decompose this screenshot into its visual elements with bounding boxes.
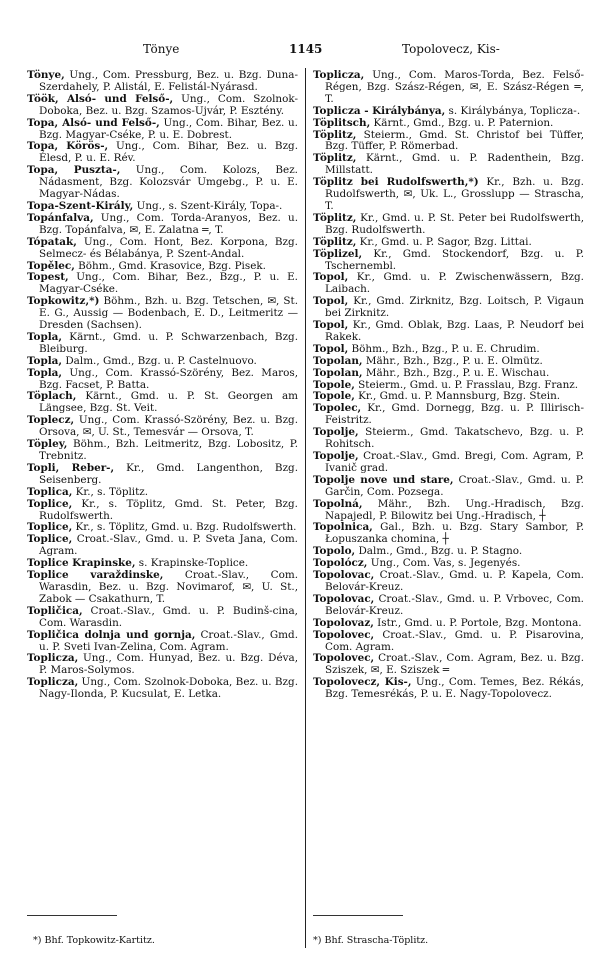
entry-text: Kärnt., Gmd., Bzg. u. P. Paternion. <box>370 116 554 129</box>
entry-headword: Topělec, <box>27 259 75 272</box>
entry-text: Steierm., Gmd. u. P. Frasslau, Bzg. Franz. <box>354 378 579 391</box>
entry-headword: Tönye, <box>27 69 65 81</box>
dictionary-entry <box>313 451 584 475</box>
entry-headword: Toplicza, <box>27 676 79 689</box>
entry-headword: Topla, <box>27 366 63 379</box>
entry-text: Kr., Gmd. Stockendorf, Bzg. u. P. Tschernembl. <box>325 247 584 272</box>
entry-text: Ung., Com. Szolnok-Doboka, Bez. u. Bzg. Nagy-Ilonda, P. Kucsulat, E. Letka. <box>39 676 298 701</box>
entry-headword: Töök, Alsó- und Felső-, <box>27 92 174 105</box>
dictionary-entry <box>313 296 584 320</box>
entry-text: Croat.-Slav., Com. Warasdin, Bez. u. Bzg. Novimarof, ✉, U. St., Zabok — Csakathurn, T. <box>39 569 299 605</box>
entry-headword: Töplitz, <box>313 152 357 165</box>
entry-headword: Töplach, <box>27 390 77 403</box>
entry-headword: Topličica, <box>27 604 83 617</box>
entry-text: Mähr., Bzh. Ung.-Hradisch, Bzg. Napajedl, P. Bilowitz bei Ung.-Hradisch, ┼ <box>325 497 584 522</box>
dictionary-entry <box>27 570 298 606</box>
entry-text: Kr., Gmd. Zirknitz, Bzg. Loitsch, P. Vigaun bei Zirknitz. <box>325 295 584 320</box>
dictionary-entry <box>313 653 584 677</box>
entry-text: Croat.-Slav., Gmd. u. P. Vrbovec, Com. Belovár-Kreuz. <box>325 592 584 617</box>
dictionary-entry <box>313 153 584 177</box>
entry-text: Böhm., Bzh. u. Bzg. Tetschen, ✉, St. E. G., Aussig — Bodenbach, E. D., Leitmeritz — Dresden (Sachsen). <box>39 295 298 332</box>
dictionary-entry <box>27 118 298 142</box>
entry-text: Böhm., Bzh., Bzg., P. u. E. Chrudim. <box>348 342 540 355</box>
dictionary-entry <box>313 249 584 273</box>
entry-headword: Töplitz bei Rudolfswerth,*) <box>313 176 479 189</box>
dictionary-entry <box>27 534 298 558</box>
entry-headword: Töpley, <box>27 438 68 451</box>
dictionary-entry <box>313 320 584 344</box>
entry-headword: Topa, Körös-, <box>27 140 109 153</box>
entry-headword: Tópatak, <box>27 235 77 248</box>
entry-headword: Töplitz, <box>313 211 357 224</box>
entry-text: Kärnt., Gmd. u. P. Schwarzenbach, Bzg. Bleiburg. <box>39 330 298 355</box>
dictionary-entry <box>27 213 298 237</box>
entry-headword: Topolovac, <box>313 569 375 582</box>
entry-headword: Topol, <box>313 271 349 284</box>
entry-text: Croat.-Slav., Com. Agram, Bez. u. Bzg. Sziszek, ✉, E. Sziszek ═ <box>325 652 584 677</box>
entry-headword: Töplitz, <box>313 235 357 248</box>
dictionary-entry <box>27 94 298 118</box>
entry-text: Ung., Com. Maros-Torda, Bez. Felső-Régen, Bzg. Szász-Régen, ✉, E. Szász-Régen ═, T. <box>325 69 584 105</box>
entry-text: Kr., Gmd. Oblak, Bzg. Laas, P. Neudorf bei Rakek. <box>325 319 584 343</box>
dictionary-entry <box>27 463 298 487</box>
dictionary-entry <box>27 332 298 356</box>
entry-text: Dalm., Gmd., Bzg. u. P. Castelnuovo. <box>62 354 257 367</box>
entry-headword: Toplice, <box>27 533 73 546</box>
right-column <box>313 70 584 701</box>
dictionary-entry <box>27 70 298 94</box>
entry-headword: Toplice Krapinske, <box>27 557 136 570</box>
footnote-right: *) Bhf. Straschа-Töplitz. <box>313 935 429 946</box>
entry-headword: Topolan, <box>313 354 363 367</box>
dictionary-entry <box>313 475 584 499</box>
column-divider <box>305 68 306 948</box>
dictionary-entry <box>27 415 298 439</box>
entry-headword: Topolec, <box>313 402 362 415</box>
entry-text: Steierm., Gmd. Takatschevo, Bzg. u. P. Rohitsch. <box>325 426 584 451</box>
header-left-term: Tönye <box>143 42 180 56</box>
dictionary-entry <box>313 630 584 654</box>
entry-headword: Topolovaz, <box>313 616 374 629</box>
dictionary-entry <box>313 594 584 618</box>
entry-text: Ung., Com. Temes, Bez. Rékás, Bzg. Temesrékás, P. u. E. Nagy-Topolovecz. <box>325 676 584 701</box>
entry-text: Böhm., Gmd. Krasovice, Bzg. Pisek. <box>74 259 266 272</box>
dictionary-entry <box>27 677 298 701</box>
dictionary-entry <box>27 296 298 332</box>
entry-text: Croat.-Slav., Gmd. u. P. Sveti Ivan-Zelina, Com. Agram. <box>39 628 298 653</box>
entry-text: Ung., Com. Kolozs, Bez. Nádasment, Bzg. Kolozsvár Umgebg., P. u. E. Magyar-Nádas. <box>39 164 298 201</box>
entry-text: Mähr., Bzh., Bzg., P. u. E. Olmütz. <box>362 354 543 367</box>
entry-headword: Topli, Reber-, <box>27 461 115 474</box>
entry-text: Ung., Com. Vas, s. Jegenyés. <box>367 557 521 570</box>
entry-text: Ung., Com. Pressburg, Bez. u. Bzg. Duna-Szerdahely, P. Alistál, E. Felistál-Nyárasd. <box>39 69 298 93</box>
dictionary-entry <box>27 272 298 296</box>
dictionary-entry <box>27 499 298 523</box>
entry-text: Böhm., Bzh. Leitmeritz, Bzg. Lobositz, P. Trebnitz. <box>39 438 298 462</box>
dictionary-entry <box>313 499 584 523</box>
entry-headword: Topolócz, <box>313 557 368 570</box>
entry-headword: Topolovec, <box>313 652 375 665</box>
entry-headword: Topol, <box>313 319 349 332</box>
dictionary-entry <box>313 213 584 237</box>
entry-text: Ung., Com. Bihar, Bez. u. Bzg. Magyar-Cséke, P. u. E. Dobrest. <box>39 116 298 141</box>
entry-headword: Topolovecz, Kis-, <box>313 676 412 689</box>
entry-headword: Töplizel, <box>313 247 363 260</box>
footnote-rule-right <box>313 915 403 916</box>
entry-text: Kr., Gmd. u. P. Sagor, Bzg. Littai. <box>356 235 532 248</box>
entry-headword: Topa, Alsó- und Felső-, <box>27 116 160 129</box>
entry-headword: Topa-Szent-Király, <box>27 199 134 212</box>
entry-text: Kärnt., Gmd. u. P. Radenthein, Bzg. Millstatt. <box>325 152 584 177</box>
page-number: 1145 <box>289 42 323 56</box>
entry-text: Ung., Com. Krassó-Szörény, Bez. Maros, Bzg. Facset, P. Batta. <box>39 366 298 391</box>
dictionary-entry <box>27 606 298 630</box>
footnote-left: *) Bhf. Topkowitz-Kartitz. <box>33 935 155 946</box>
entry-headword: Topličica dolnja und gornja, <box>27 628 196 641</box>
entry-text: s. Királybánya, Toplicza-. <box>445 104 581 117</box>
entry-text: Kr., s. Töplitz, Gmd. u. Bzg. Rudolfswerth. <box>72 521 297 534</box>
entry-headword: Topkowitz,*) <box>27 295 100 308</box>
dictionary-entry <box>27 439 298 463</box>
entry-headword: Topolje, <box>313 450 359 462</box>
entry-headword: Töplitz, <box>313 128 357 141</box>
entry-text: Ung., Com. Bihar, Bez. u. Bzg. Élesd, P. u. E. Rév. <box>39 140 299 165</box>
entry-headword: Toplice, <box>27 497 73 510</box>
entry-text: Kärnt., Gmd. u. P. St. Georgen am Längsee, Bzg. St. Veit. <box>39 390 298 415</box>
left-column <box>27 70 298 701</box>
dictionary-entry <box>27 630 298 654</box>
entry-headword: Toplecz, <box>27 414 75 427</box>
entry-text: Ung., s. Szent-Király, Topa-. <box>133 199 283 212</box>
dictionary-entry <box>313 403 584 427</box>
entry-text: Istr., Gmd. u. P. Portole, Bzg. Montona. <box>373 616 582 629</box>
entry-text: Ung., Com. Krassó-Szörény, Bez. u. Bzg. Orsova, ✉, U. St., Temesvár — Orsova, T. <box>39 414 298 439</box>
dictionary-entry <box>313 70 584 106</box>
dictionary-entry <box>313 522 584 546</box>
entry-headword: Topol, <box>313 342 349 355</box>
entry-text: Croat.-Slav., Gmd. Bregi, Com. Agram, P. Ivanič grad. <box>325 450 584 474</box>
entry-text: s. Krapinske-Toplice. <box>135 557 249 570</box>
entry-headword: Topole, <box>313 378 355 391</box>
entry-headword: Topolje nove und stare, <box>313 473 454 486</box>
header-right-term: Topolovecz, Kis- <box>402 42 500 56</box>
entry-text: Dalm., Gmd., Bzg. u. P. Stagno. <box>355 545 523 558</box>
dictionary-entry <box>313 427 584 451</box>
entry-headword: Toplice varaždinske, <box>27 569 164 582</box>
entry-headword: Toplicza, <box>313 69 365 81</box>
entry-headword: Topest, <box>27 271 69 284</box>
dictionary-entry <box>27 141 298 165</box>
dictionary-entry <box>313 677 584 701</box>
entry-text: Croat.-Slav., Gmd. u. P. Budinš-cina, Com. Warasdin. <box>39 604 298 629</box>
entry-headword: Topolovac, <box>313 592 375 605</box>
dictionary-entry <box>313 570 584 594</box>
entry-text: Croat.-Slav., Gmd. u. P. Sveta Jana, Com. Agram. <box>39 533 298 558</box>
entry-text: Ung., Com. Szolnok-Doboka, Bez. u. Bzg. Szamos-Ujvár, P. Esztény. <box>39 92 298 117</box>
entry-headword: Toplicza - Királybánya, <box>313 104 446 117</box>
dictionary-entry <box>27 237 298 261</box>
dictionary-entry <box>27 653 298 677</box>
entry-text: Gal., Bzh. u. Bzg. Stary Sambor, P. Łopuszanka chomina, ┼ <box>325 521 584 546</box>
entry-text: Kr., Gmd. Dornegg, Bzg. u. P. Illirisch-Feistritz. <box>325 402 584 427</box>
entry-headword: Toplicza, <box>27 652 79 665</box>
page-header <box>0 42 600 62</box>
entry-headword: Topánfalva, <box>27 211 94 224</box>
entry-headword: Topole, <box>313 390 355 403</box>
entry-headword: Topla, <box>27 330 63 343</box>
entry-headword: Topol, <box>313 295 349 308</box>
dictionary-entry <box>27 165 298 201</box>
entry-text: Croat.-Slav., Gmd. u. P. Garčin, Com. Pozsega. <box>325 473 584 498</box>
entry-text: Ung., Com. Hunyad, Bez. u. Bzg. Déva, P. Maros-Solymos. <box>39 652 298 677</box>
entry-text: Kr., s. Töplitz, Gmd. St. Peter, Bzg. Rudolfswerth. <box>39 497 298 522</box>
entry-text: Croat.-Slav., Gmd. u. P. Pisarovina, Com. Agram. <box>325 628 584 653</box>
entry-headword: Topla, <box>27 354 63 367</box>
entry-text: Kr., Bzh. u. Bzg. Rudolfswerth, ✉, Uk. L., Grosslupp — Straschа, T. <box>325 176 584 212</box>
entry-text: Ung., Com. Bihar, Bez., Bzg., P. u. E. Magyar-Cséke. <box>39 271 298 296</box>
entry-headword: Topolo, <box>313 545 356 558</box>
entry-text: Kr., s. Töplitz. <box>72 485 149 498</box>
entry-text: Kr., Gmd. u. P. St. Peter bei Rudolfswerth, Bzg. Rudolfswerth. <box>325 211 584 236</box>
entry-headword: Topolná, <box>313 497 363 510</box>
entry-text: Ung., Com. Torda-Aranyos, Bez. u. Bzg. Topánfalva, ✉, E. Zalatna ═, T. <box>39 211 298 236</box>
dictionary-entry <box>27 368 298 392</box>
entry-text: Mähr., Bzh., Bzg., P. u. E. Wischau. <box>362 366 550 379</box>
entry-text: Kr., Gmd. u. P. Zwischenwässern, Bzg. Laibach. <box>325 271 584 296</box>
entry-text: Ung., Com. Hont, Bez. Korpona, Bzg. Selmecz- és Bélabánya, P. Szent-Andal. <box>39 235 298 260</box>
dictionary-entry <box>27 391 298 415</box>
entry-text: Kr., Gmd. Langenthon, Bzg. Seisenberg. <box>39 461 298 486</box>
entry-headword: Topolan, <box>313 366 363 379</box>
entry-headword: Töplitsch, <box>313 116 371 129</box>
entry-text: Kr., Gmd. u. P. Mannsburg, Bzg. Stein. <box>354 390 561 403</box>
entry-headword: Toplica, <box>27 485 73 498</box>
entry-headword: Toplice, <box>27 521 73 534</box>
entry-headword: Topa, Puszta-, <box>27 164 121 177</box>
footnote-rule-left <box>27 915 117 916</box>
entry-headword: Topolovec, <box>313 628 375 641</box>
dictionary-entry <box>313 177 584 213</box>
dictionary-entry <box>313 130 584 154</box>
entry-headword: Topolnica, <box>313 521 373 534</box>
entry-headword: Topolje, <box>313 426 359 439</box>
entry-text: Steierm., Gmd. St. Christof bei Tüffer, Bzg. Tüffer, P. Römerbad. <box>325 128 584 153</box>
dictionary-entry <box>313 272 584 296</box>
entry-text: Croat.-Slav., Gmd. u. P. Kapela, Com. Belovár-Kreuz. <box>325 569 584 593</box>
